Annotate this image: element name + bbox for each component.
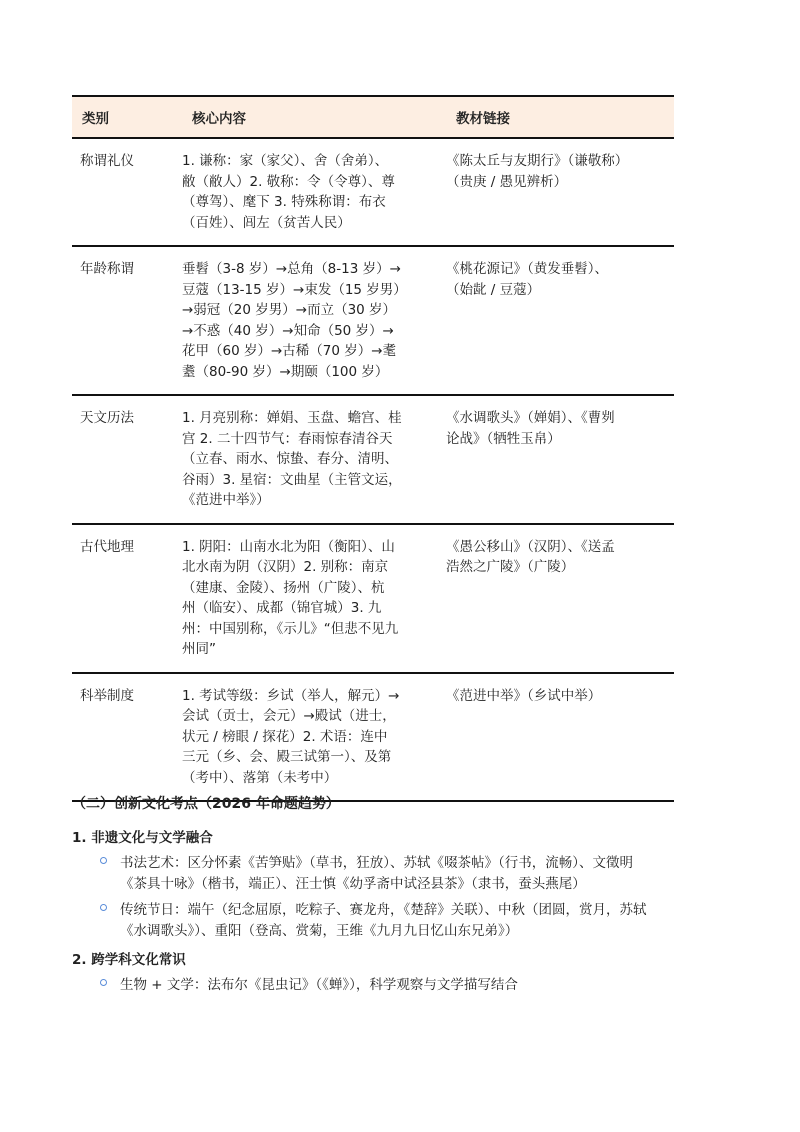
list-item-line: 生物 + 文学：法布尔《昆虫记》（《蝉》），科学观察与文学描写结合 — [120, 977, 518, 993]
section-title: （二）创新文化考点（2026 年命题趋势） — [72, 796, 340, 812]
table-cell-link — [446, 246, 674, 395]
content-line: 1. 考试等级：乡试（举人，解元）→ — [182, 687, 400, 704]
list-item-line: 书法艺术：区分怀素《苦笋贴》（草书，狂放）、苏轼《啜茶帖》（行书，流畅）、文徵明 — [120, 855, 633, 871]
table-row — [72, 395, 674, 524]
content-line: 《范进中举》） — [182, 492, 270, 508]
content-line: 1. 阴阳：山南水北为阳（衡阳）、山 — [182, 538, 395, 555]
content-line: （考中）、落第（未考中） — [182, 769, 338, 786]
header-category: 类别 — [72, 96, 182, 138]
table-header-row — [72, 96, 674, 138]
content-line: 宫 2. 二十四节气：春雨惊春清谷天 — [182, 430, 393, 447]
link-line: （贵庚 / 愚见辨析） — [446, 173, 568, 190]
content-line: （尊驾）、麾下 3. 特殊称谓：布衣 — [182, 194, 386, 210]
table-cell-content — [182, 395, 446, 524]
content-line: 垂髫（3-8 岁）→总角（8-13 岁）→ — [182, 261, 401, 277]
table-cell-link — [446, 138, 674, 246]
content-line: →弱冠（20 岁男）→而立（30 岁） — [182, 302, 397, 318]
table-cell-category — [72, 673, 182, 802]
content-line: 州（临安）、成都（锦官城）3. 九 — [182, 600, 382, 616]
table-cell-category — [72, 524, 182, 673]
category-text: 年龄称谓 — [80, 261, 134, 277]
content-line: 州同” — [182, 641, 216, 657]
content-line: 花甲（60 岁）→古稀（70 岁）→耄 — [182, 343, 397, 359]
content-line: 三元（乡、会、殿三试第一）、及第 — [182, 749, 392, 765]
content-line: （立春、雨水、惊蛰、春分、清明、 — [182, 451, 398, 467]
list-item — [102, 900, 722, 942]
content-line: 州：中国别称，《示儿》“但悲不见九 — [182, 620, 399, 637]
table-cell-content — [182, 138, 446, 246]
content-line: （建康、金陵）、扬州（广陵）、杭 — [182, 579, 385, 596]
link-line: 《桃花源记》（黄发垂髫）、 — [446, 261, 608, 277]
header-link: 教材链接 — [446, 96, 674, 138]
content-line: 谷雨）3. 星宿：文曲星（主管文运， — [182, 471, 402, 488]
subsection-title-2: 2. 跨学科文化常识 — [72, 952, 186, 968]
category-text: 古代地理 — [80, 538, 134, 555]
content-line: 北水南为阴（汉阴）2. 别称：南京 — [182, 559, 389, 575]
bullet-icon — [100, 857, 107, 864]
content-line: 敝（敝人）2. 敬称：令（令尊）、尊 — [182, 173, 395, 190]
list-item — [102, 975, 722, 996]
category-text: 称谓礼仪 — [80, 153, 134, 169]
table-row — [72, 673, 674, 802]
subsection-title-1: 1. 非遗文化与文学融合 — [72, 830, 213, 846]
table-cell-link — [446, 524, 674, 673]
table-cell-category — [72, 395, 182, 524]
link-line: 《范进中举》（乡试中举） — [446, 687, 602, 704]
list-item-line: 《茶具十咏》（楷书，端正）、汪士慎《幼孚斋中试泾县茶》（隶书，蚕头燕尾） — [120, 876, 586, 892]
content-line: 耋（80-90 岁）→期颐（100 岁） — [182, 363, 389, 380]
content-line: 1. 月亮别称：婵娟、玉盘、蟾宫、桂 — [182, 410, 402, 426]
list-item-line: 传统节日：端午（纪念屈原，吃粽子、赛龙舟，《楚辞》关联）、中秋（团圆，赏月，苏轼 — [120, 902, 647, 918]
content-line: （百姓）、闾左（贫苦人民） — [182, 214, 351, 231]
content-line: 状元 / 榜眼 / 探花）2. 术语：连中 — [182, 728, 388, 745]
content-line: →不惑（40 岁）→知命（50 岁）→ — [182, 322, 394, 339]
content-line: 豆蔻（13-15 岁）→束发（15 岁男） — [182, 281, 407, 298]
table-cell-content — [182, 524, 446, 673]
category-text: 天文历法 — [80, 410, 134, 426]
table-cell-category — [72, 246, 182, 395]
bullet-icon — [100, 904, 107, 911]
table-cell-content — [182, 246, 446, 395]
link-line: （始龀 / 豆蔻） — [446, 281, 541, 298]
table-row — [72, 524, 674, 673]
culture-knowledge-table — [72, 95, 674, 802]
link-line: 《愚公移山》（汉阴）、《送孟 — [446, 538, 615, 555]
header-content: 核心内容 — [182, 96, 446, 138]
category-text: 科举制度 — [80, 687, 134, 704]
bullet-icon — [100, 979, 107, 986]
content-line: 会试（贡士，会元）→殿试（进士， — [182, 708, 396, 724]
table-cell-category — [72, 138, 182, 246]
table-cell-link — [446, 673, 674, 802]
table-row — [72, 246, 674, 395]
table-cell-link — [446, 395, 674, 524]
link-line: 论战》（牺牲玉帛） — [446, 430, 561, 447]
content-line: 1. 谦称：家（家父）、舍（舍弟）、 — [182, 153, 389, 169]
link-line: 《陈太丘与友期行》（谦敬称） — [446, 153, 629, 169]
list-item — [102, 853, 722, 895]
table-row — [72, 138, 674, 246]
list-item-line: 《水调歌头》）、重阳（登高、赏菊，王维《九月九日忆山东兄弟》） — [120, 923, 519, 939]
link-line: 浩然之广陵》（广陵） — [446, 559, 575, 575]
link-line: 《水调歌头》（婵娟）、《曹刿 — [446, 410, 615, 426]
table-cell-content — [182, 673, 446, 802]
